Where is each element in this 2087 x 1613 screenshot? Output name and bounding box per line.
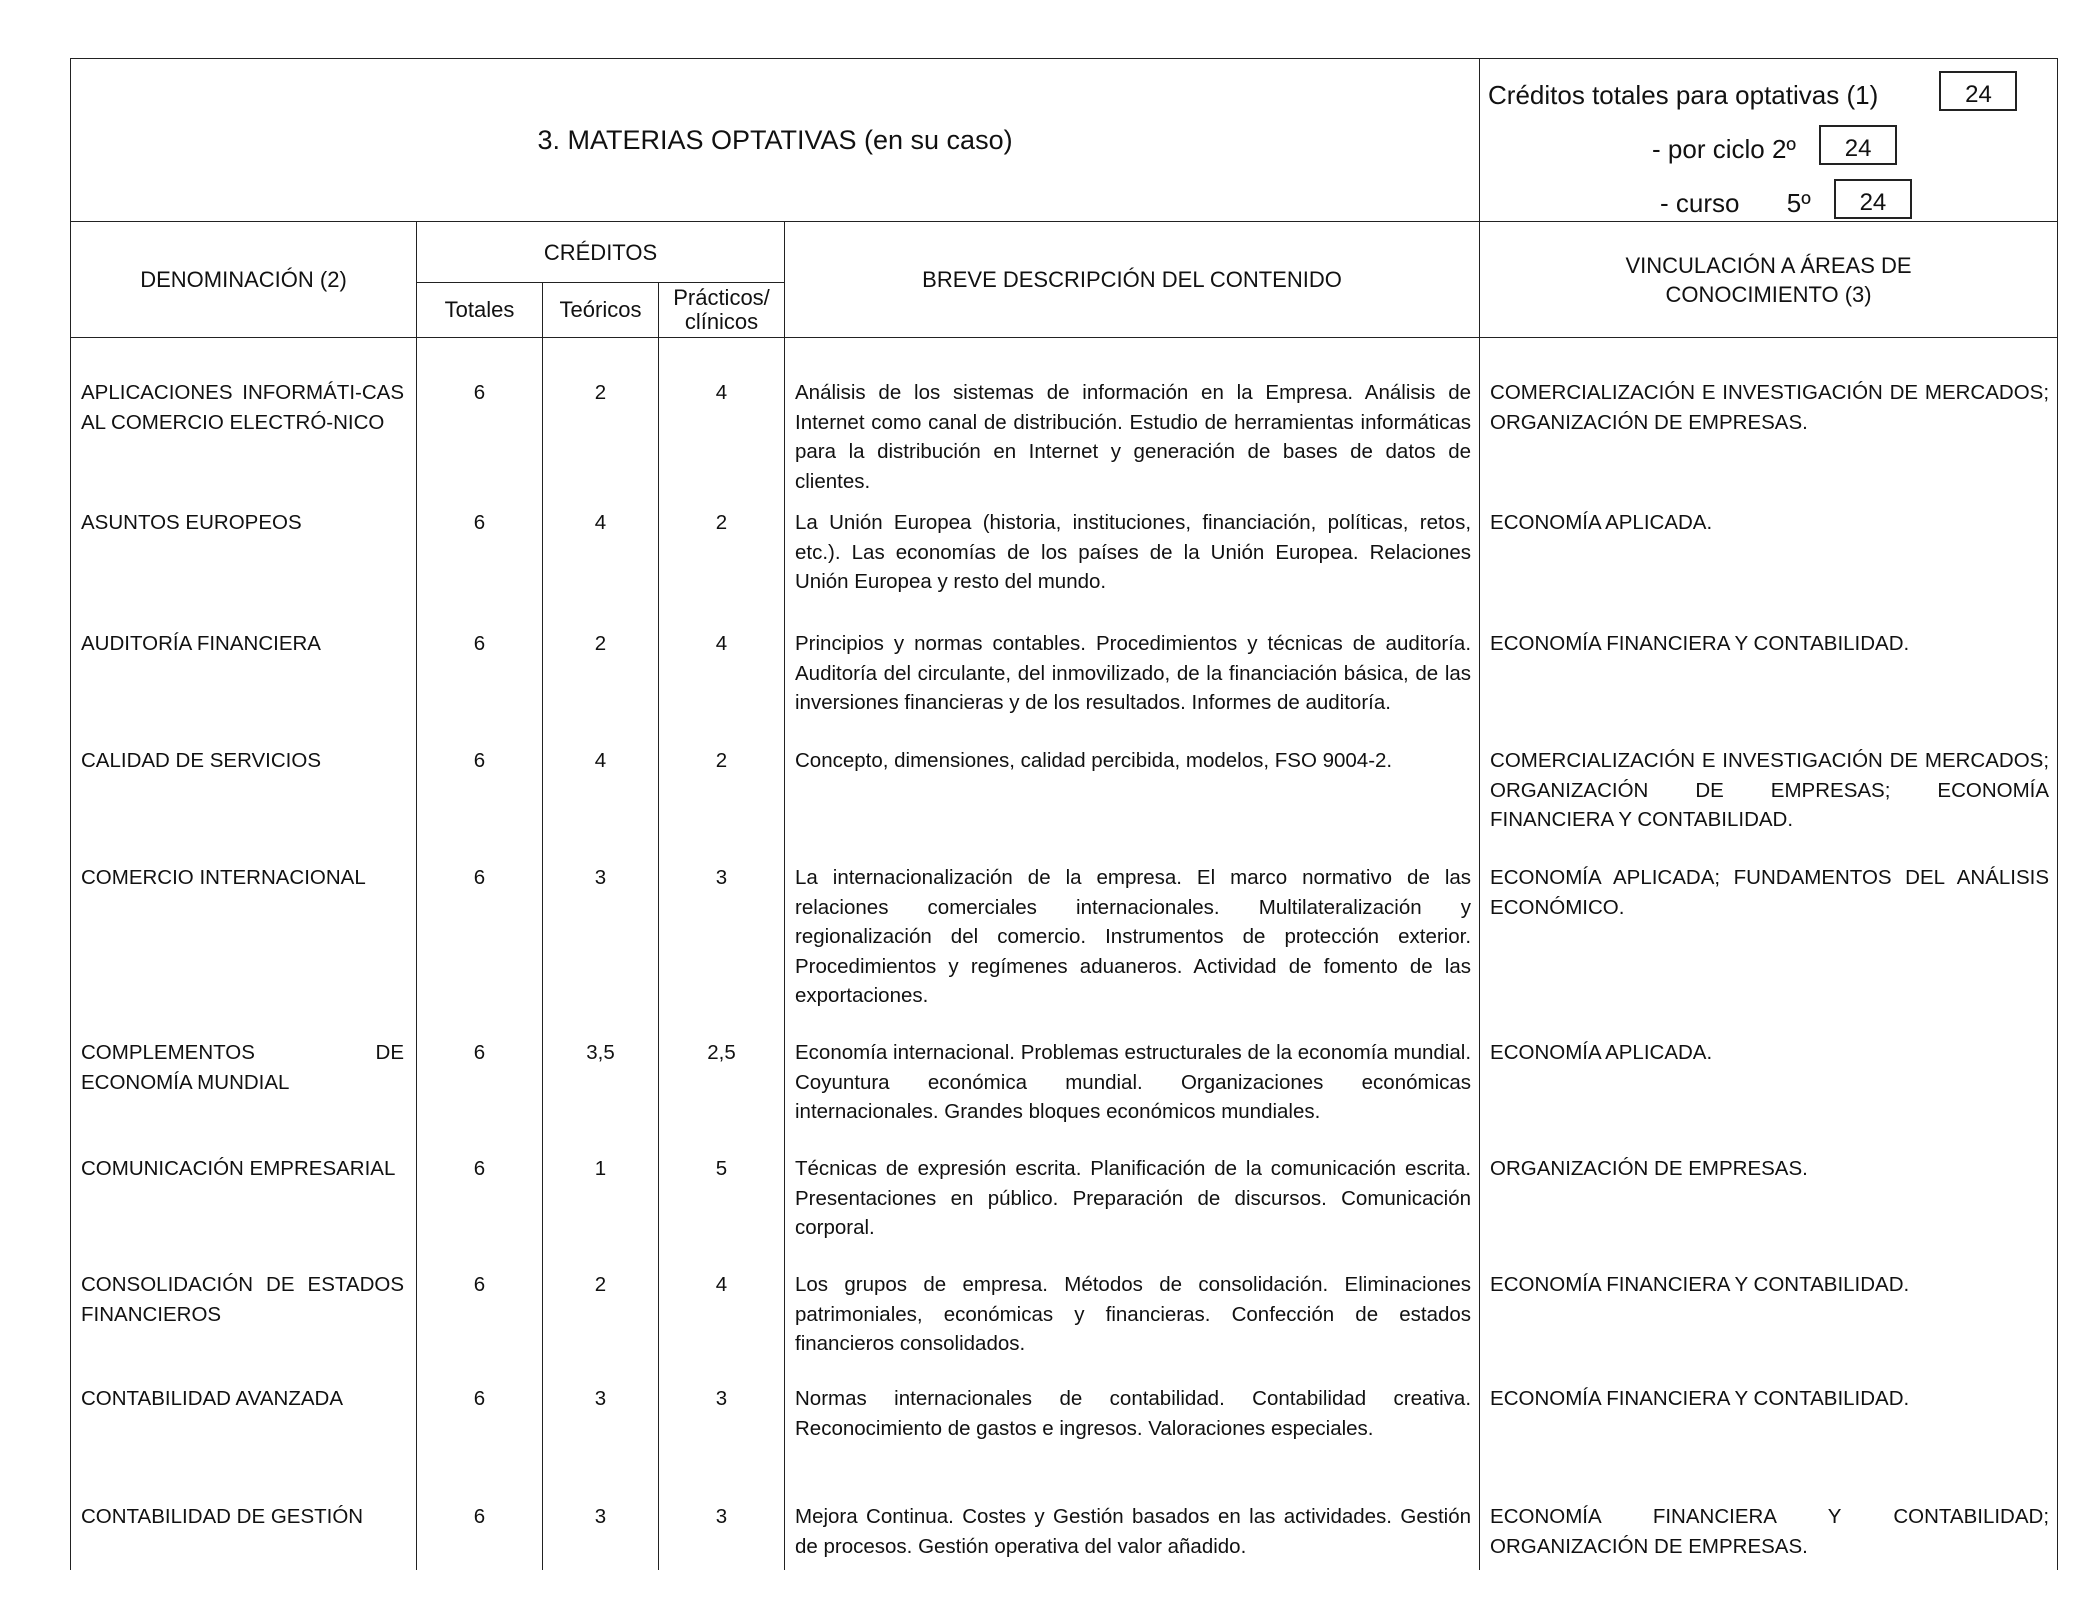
row-description: Mejora Continua. Costes y Gestión basados en las actividades. Gestión de procesos. Gestión operativa del valor añadido. [785,1490,1480,1570]
col-denominacion: DENOMINACIÓN (2) [71,222,417,338]
row-name: CALIDAD DE SERVICIOS [71,734,417,851]
row-teoricos: 2 [543,338,659,497]
col-practicos [659,283,785,338]
row-practicos: 2 [659,496,785,617]
col-vinculacion [1480,222,2058,338]
col-practicos-line1: Prácticos/ [673,285,770,310]
row-practicos: 2 [659,734,785,851]
col-practicos-line2: clínicos [684,309,759,334]
table-row [71,1490,2058,1570]
optativas-table [70,58,2058,1570]
row-name: COMUNICACIÓN EMPRESARIAL [71,1142,417,1258]
table-row [71,617,2058,734]
col-teoricos: Teóricos [543,283,659,338]
row-teoricos: 2 [543,1258,659,1372]
row-name: ASUNTOS EUROPEOS [71,496,417,617]
table-row [71,1372,2058,1490]
row-totales: 6 [417,338,543,497]
row-totales: 6 [417,1372,543,1490]
col-descripcion: BREVE DESCRIPCIÓN DEL CONTENIDO [785,222,1480,338]
row-teoricos: 3 [543,851,659,1026]
credits-summary [1480,59,2058,222]
row-teoricos: 3,5 [543,1026,659,1142]
curso-label: - curso [1660,188,1740,218]
table-row [71,734,2058,851]
row-teoricos: 4 [543,496,659,617]
row-description: Análisis de los sistemas de información en la Empresa. Análisis de Internet como canal de distribución. Estudio de herramientas informáticas para la distribución en Internet y generación de bases de datos de clientes. [785,338,1480,497]
curso-num: 5º [1786,188,1811,218]
row-description: Principios y normas contables. Procedimientos y técnicas de auditoría. Auditoría del circulante, del inmovilizado, de la financiación básica, de las inversiones financieras y de los resultados. Informes de auditoría. [785,617,1480,734]
table-row [71,851,2058,1026]
row-areas: COMERCIALIZACIÓN E INVESTIGACIÓN DE MERCADOS; ORGANIZACIÓN DE EMPRESAS. [1480,338,2058,497]
row-teoricos: 2 [543,617,659,734]
col-vinculacion-line2: CONOCIMIENTO (3) [1665,281,1872,307]
row-totales: 6 [417,1258,543,1372]
row-description: Normas internacionales de contabilidad. Contabilidad creativa. Reconocimiento de gastos e ingresos. Valoraciones especiales. [785,1372,1480,1490]
table-row [71,338,2058,497]
row-practicos: 5 [659,1142,785,1258]
row-areas: ECONOMÍA APLICADA; FUNDAMENTOS DEL ANÁLISIS ECONÓMICO. [1480,851,2058,1026]
row-name: APLICACIONES INFORMÁTI-CAS AL COMERCIO ELECTRÓ-NICO [71,338,417,497]
row-totales: 6 [417,617,543,734]
col-vinculacion-line1: VINCULACIÓN A ÁREAS DE [1625,252,1912,278]
row-name: CONTABILIDAD DE GESTIÓN [71,1490,417,1570]
row-name: CONSOLIDACIÓN DE ESTADOS FINANCIEROS [71,1258,417,1372]
row-description: Técnicas de expresión escrita. Planificación de la comunicación escrita. Presentaciones en público. Preparación de discursos. Comunicación corporal. [785,1142,1480,1258]
table-row [71,1142,2058,1258]
col-totales: Totales [417,283,543,338]
row-description: Economía internacional. Problemas estructurales de la economía mundial. Coyuntura económica mundial. Organizaciones económicas internacionales. Grandes bloques económicos mundiales. [785,1026,1480,1142]
row-practicos: 3 [659,1372,785,1490]
credits-total-box: 24 [1939,71,2017,111]
row-teoricos: 3 [543,1490,659,1570]
row-areas: ECONOMÍA APLICADA. [1480,496,2058,617]
por-ciclo-box: 24 [1819,125,1897,165]
row-description: Los grupos de empresa. Métodos de consolidación. Eliminaciones patrimoniales, económicas y financieras. Confección de estados financieros consolidados. [785,1258,1480,1372]
row-areas: ECONOMÍA FINANCIERA Y CONTABILIDAD. [1480,1258,2058,1372]
row-teoricos: 3 [543,1372,659,1490]
row-areas: ECONOMÍA FINANCIERA Y CONTABILIDAD. [1480,617,2058,734]
row-practicos: 2,5 [659,1026,785,1142]
table-row [71,1026,2058,1142]
row-practicos: 4 [659,338,785,497]
row-description: Concepto, dimensiones, calidad percibida, modelos, FSO 9004-2. [785,734,1480,851]
row-totales: 6 [417,734,543,851]
row-totales: 6 [417,1490,543,1570]
section-title: 3. MATERIAS OPTATIVAS (en su caso) [537,124,1013,155]
optativas-form [70,58,2057,1570]
row-areas: ORGANIZACIÓN DE EMPRESAS. [1480,1142,2058,1258]
credits-total-label: Créditos totales para optativas (1) [1488,80,1879,110]
curso-box: 24 [1834,179,1912,219]
row-teoricos: 4 [543,734,659,851]
row-areas: ECONOMÍA FINANCIERA Y CONTABILIDAD; ORGANIZACIÓN DE EMPRESAS. [1480,1490,2058,1570]
row-description: La internacionalización de la empresa. El marco normativo de las relaciones comerciales internacionales. Multilateralización y regionalización del comercio. Instrumentos de protección exterior. Procedimientos y regímenes aduaneros. Actividad de fomento de las exportaciones. [785,851,1480,1026]
row-areas: ECONOMÍA APLICADA. [1480,1026,2058,1142]
por-ciclo-label: - por ciclo 2º [1652,134,1796,164]
row-name: COMERCIO INTERNACIONAL [71,851,417,1026]
row-name: COMPLEMENTOS DE ECONOMÍA MUNDIAL [71,1026,417,1142]
row-description: La Unión Europea (historia, instituciones, financiación, políticas, retos, etc.). Las economías de los países de la Unión Europea. Relaciones Unión Europea y resto del mundo. [785,496,1480,617]
row-totales: 6 [417,851,543,1026]
row-totales: 6 [417,1026,543,1142]
row-practicos: 3 [659,851,785,1026]
col-creditos: CRÉDITOS [417,222,785,283]
row-areas: ECONOMÍA FINANCIERA Y CONTABILIDAD. [1480,1372,2058,1490]
row-areas: COMERCIALIZACIÓN E INVESTIGACIÓN DE MERCADOS; ORGANIZACIÓN DE EMPRESAS; ECONOMÍA FINANCIERA Y CONTABILIDAD. [1480,734,2058,851]
row-name: AUDITORÍA FINANCIERA [71,617,417,734]
row-name: CONTABILIDAD AVANZADA [71,1372,417,1490]
row-totales: 6 [417,496,543,617]
row-teoricos: 1 [543,1142,659,1258]
row-practicos: 4 [659,617,785,734]
table-row [71,1258,2058,1372]
section-title-cell [71,59,1480,222]
row-practicos: 4 [659,1258,785,1372]
row-practicos: 3 [659,1490,785,1570]
row-totales: 6 [417,1142,543,1258]
table-row [71,496,2058,617]
